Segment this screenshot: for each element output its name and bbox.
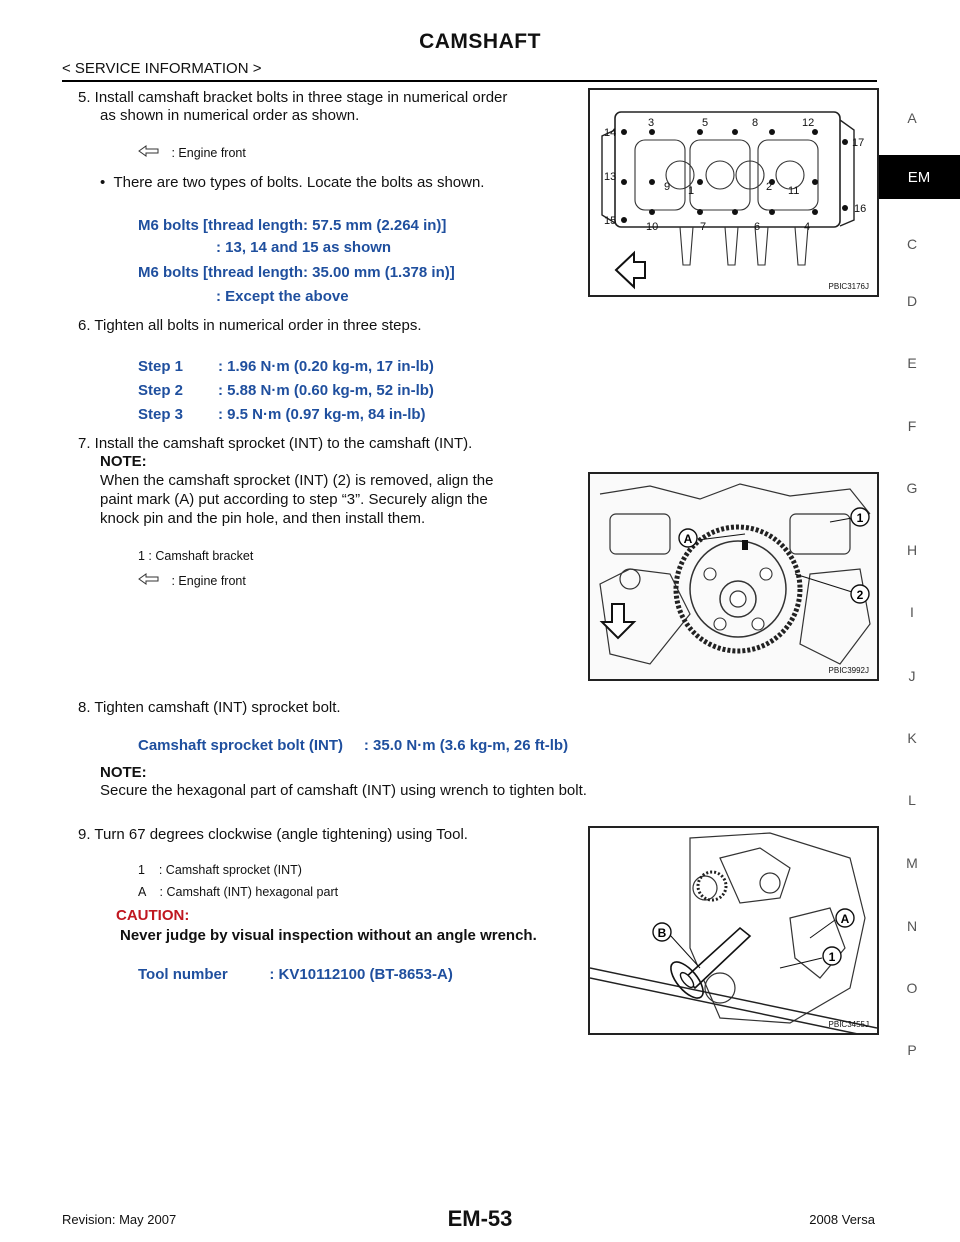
step7-note-line1: When the camshaft sprocket (INT) (2) is removed, align the [100, 472, 494, 489]
engine-front-arrow-icon [138, 145, 160, 157]
bolt-number: 6 [754, 221, 761, 233]
step8-spec: Camshaft sprocket bolt (INT) : 35.0 N·m (3.6 kg-m, 26 ft-lb) [138, 737, 569, 754]
engine-front-arrow-icon [616, 253, 645, 287]
step7-note-line2: paint mark (A) put according to step “3”. Securely align the [100, 491, 488, 508]
figure-code: PBIC3992J [828, 666, 869, 675]
bolt-number: 4 [804, 221, 811, 233]
footer-revision: Revision: May 2007 [62, 1212, 177, 1227]
step6-row-1 [138, 358, 434, 375]
index-letter-p[interactable]: P [907, 1042, 917, 1058]
index-letter-n[interactable]: N [906, 918, 918, 934]
index-letter-a[interactable]: A [907, 110, 917, 126]
step9-legend-a: A : Camshaft (INT) hexagonal part [138, 885, 339, 899]
step-value: : 1.96 N·m (0.20 kg-m, 17 in-lb) [218, 358, 434, 375]
step6-row-2 [138, 382, 434, 399]
bolt-number: 13 [604, 171, 617, 183]
step9-tool-number: Tool number : KV10112100 (BT-8653-A) [138, 966, 453, 983]
index-letter-d[interactable]: D [906, 293, 918, 309]
breadcrumb[interactable]: < SERVICE INFORMATION > [62, 60, 262, 77]
step-label: Step 3 [138, 406, 184, 423]
bolt-number: 5 [702, 117, 709, 129]
step9-caution: Never judge by visual inspection without an angle wrench. [120, 927, 537, 944]
figure-angle-tightening [588, 826, 879, 1035]
callout-a: A [683, 532, 693, 546]
bolt-number: 2 [766, 181, 773, 193]
figure-bolt-order [588, 88, 879, 297]
step5-line2: as shown in numerical order as shown. [100, 107, 360, 124]
camshaft-bracket-diagram [590, 90, 877, 295]
step6-text: 6. Tighten all bolts in numerical order in three steps. [78, 317, 422, 334]
step8-note-label: NOTE: [100, 764, 147, 781]
index-tab-em-active[interactable]: EM [878, 155, 960, 199]
callout-b: B [657, 926, 667, 940]
step8-text: 8. Tighten camshaft (INT) sprocket bolt. [78, 699, 341, 716]
step5-legend-front [138, 145, 246, 160]
bolt-number: 15 [604, 215, 617, 227]
step5-line1: 5. Install camshaft bracket bolts in three stage in numerical order [78, 89, 508, 106]
step-label: Step 1 [138, 358, 184, 375]
spec-bolt-short-value: : Except the above [216, 288, 349, 305]
step9-caution-label: CAUTION: [116, 907, 190, 924]
bolt-number: 3 [648, 117, 655, 129]
bolt-number: 12 [802, 117, 815, 129]
page-number: EM-53 [447, 1206, 513, 1231]
bolt-number: 7 [700, 221, 707, 233]
bolt-number: 8 [752, 117, 759, 129]
footer-model: 2008 Versa [809, 1212, 875, 1227]
index-letter-e[interactable]: E [907, 355, 917, 371]
index-letter-g[interactable]: G [906, 480, 918, 496]
header-divider [62, 80, 877, 82]
index-letter-f[interactable]: F [907, 418, 917, 434]
angle-wrench-diagram [590, 828, 877, 1033]
step7-note-label: NOTE: [100, 453, 147, 470]
step5-bullet [100, 173, 484, 192]
bullet-icon: • [100, 174, 106, 191]
index-letter-o[interactable]: O [906, 980, 918, 996]
step-value: : 5.88 N·m (0.60 kg-m, 52 in-lb) [218, 382, 434, 399]
sprocket-install-diagram [590, 474, 877, 679]
index-letter-j[interactable]: J [908, 668, 916, 684]
legend-text: : Engine front [171, 574, 246, 588]
page-title: CAMSHAFT [419, 30, 541, 53]
index-letter-k[interactable]: K [907, 730, 917, 746]
bolt-number: 10 [646, 221, 659, 233]
step7-note-line3: knock pin and the pin hole, and then install them. [100, 510, 426, 527]
spec-bolt-long-value: : 13, 14 and 15 as shown [216, 239, 392, 256]
step7-text: 7. Install the camshaft sprocket (INT) to the camshaft (INT). [78, 435, 473, 452]
step8-note: Secure the hexagonal part of camshaft (INT) using wrench to tighten bolt. [100, 782, 587, 799]
callout-2: 2 [856, 588, 864, 602]
figure-code: PBIC3455J [828, 1020, 869, 1029]
figure-code: PBIC3176J [828, 282, 869, 291]
step6-row-3 [138, 406, 426, 423]
step9-legend-1: 1 : Camshaft sprocket (INT) [138, 863, 302, 877]
bolt-number: 17 [852, 137, 865, 149]
index-letter-h[interactable]: H [906, 542, 918, 558]
callout-1: 1 [856, 511, 864, 525]
bolt-number: 1 [688, 185, 695, 197]
step-value: : 9.5 N·m (0.97 kg-m, 84 in-lb) [218, 406, 426, 423]
callout-1: 1 [828, 950, 836, 964]
index-letter-l[interactable]: L [908, 792, 916, 808]
callout-a: A [840, 912, 850, 926]
step7-legend-1: 1 : Camshaft bracket [138, 549, 254, 563]
bolt-number: 11 [788, 185, 800, 197]
spec-bolt-short: M6 bolts [thread length: 35.00 mm (1.378 in)] [138, 264, 455, 281]
engine-front-arrow-icon [138, 573, 160, 585]
legend-text: : Engine front [171, 146, 246, 160]
bolt-number: 16 [854, 203, 867, 215]
figure-sprocket-install [588, 472, 879, 681]
index-letter-m[interactable]: M [906, 855, 918, 871]
step7-legend-front [138, 573, 246, 588]
spec-bolt-long: M6 bolts [thread length: 57.5 mm (2.264 in)] [138, 217, 447, 234]
bullet-text: There are two types of bolts. Locate the bolts as shown. [113, 174, 485, 191]
bolt-number: 9 [664, 181, 671, 193]
bolt-number: 14 [604, 127, 617, 139]
index-letter-c[interactable]: C [906, 236, 918, 252]
step-label: Step 2 [138, 382, 184, 399]
index-letter-i[interactable]: I [910, 604, 914, 620]
step9-text: 9. Turn 67 degrees clockwise (angle tightening) using Tool. [78, 826, 468, 843]
